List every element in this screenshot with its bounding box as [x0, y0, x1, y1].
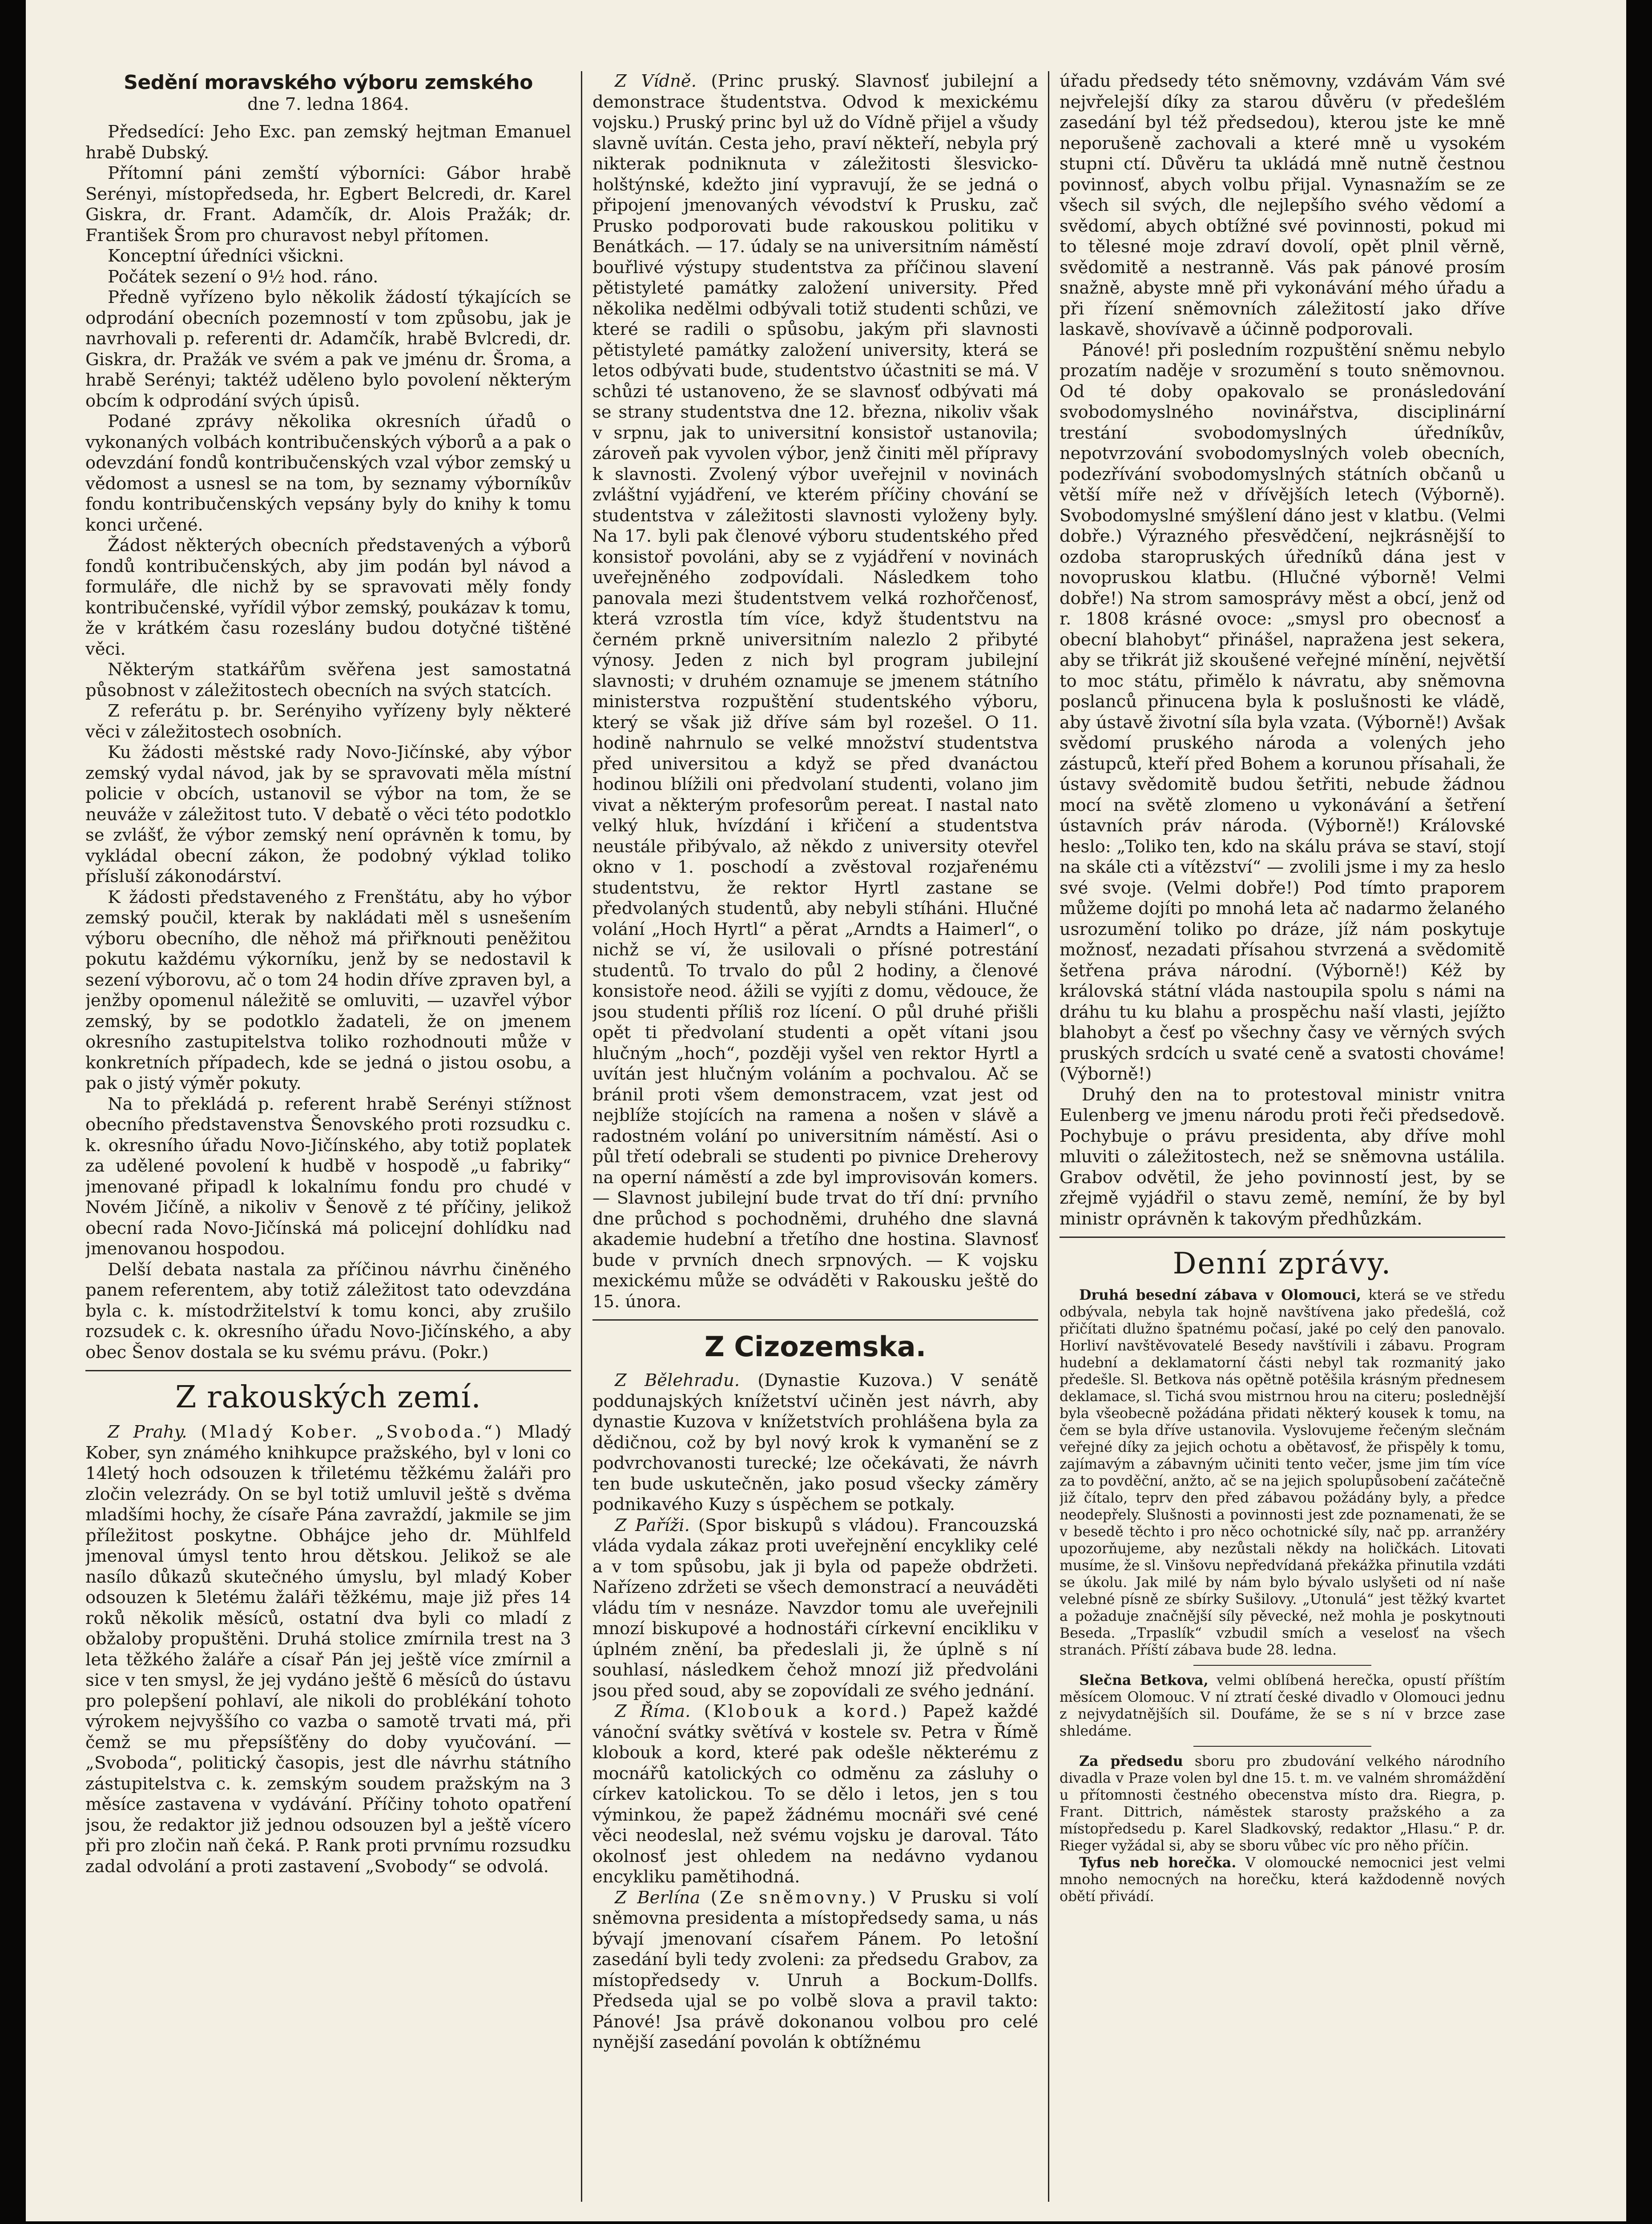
paragraph: K žádosti představeného z Frenštátu, aby ho výbor zemský poučil, kterak by nakládati měl s usnešením výboru obecního, dle něhož má přiřknouti peněžitou pokutu každému výkorníku, jenž by se nedostavil k sezení výborovu, ač o tom 24 hodin dříve zpraven byl, a jenžby opomenul náležitě se omluviti, — uzavřel výbor zemský, by se podotklo žadateli, že on jmenem okresního zastupitelstva toliko rozhodnouti může v konkretních případech, kde se jedná o jistou osobu, a pak o jistý výměr pokuty.: [85, 887, 571, 1093]
scan-edge-right: [1626, 0, 1652, 2224]
news-item: [1060, 1753, 1505, 1854]
scan-edge-bottom: [0, 2221, 1652, 2224]
paragraph: Z referátu p. br. Serényiho vyřízeny byly některé věci v záležitostech osobních.: [85, 701, 571, 742]
item-text: Papež každé vánoční svátky světívá v kostele sv. Petra v Římě klobouk a kord, které pak odešle některému z mocnářů katolických co odměnu za zásluhy o církev katolickou. To se dělo i letos, jen s tou výminkou, že papež žádnému mocnáři své cené věci neodeslal, než svému vojsku je daroval. Táto okolnosť jest ohledem na nedávno vydanou encykliku pamětihodná.: [592, 1701, 1038, 1887]
place-dateline: Z Berlína: [615, 1887, 701, 1908]
news-text: V olomoucké nemocnici jest velmi mnoho nemocných na horečku, která každodenně nových obětí přivádí.: [1060, 1855, 1505, 1905]
item-title: (Ze sněmovny.): [710, 1887, 878, 1908]
item-divider: [1193, 1746, 1372, 1747]
article-date: dne 7. ledna 1864.: [247, 94, 409, 114]
place-dateline: Z Bělehradu.: [615, 1370, 740, 1390]
item-divider: [1193, 1665, 1372, 1666]
paragraph: [592, 71, 1038, 1312]
place-dateline: Z Vídně.: [615, 71, 697, 91]
news-text: která se ve středu odbývala, nebyla tak hojně navštívena jako předešlá, což přičítati dlužno špatnému počasí, jaké po celý den panovalo. Horliví navštěvovatelé Besedy navštívili i zábavu. Program hudební a deklamatorní části nebyl tak rozmanitý jako předešle. Sl. Betkova nás opětně potěšila krásným přednesem deklamace, sl. Tichá svou mistrnou hrou na citeru; poslednější byla všeobecně požádána přidati některý kousek k tomu, na čem se byla dříve ustanovila. Vyslovujeme řečeným slečnám veřejné díky za jejich ochotu a obětavosť, že přispěly k tomu, zajímavým a zábavným učiniti tento večer, jsme jim tím více za to povděční, anžto, ač se na jejich spolupůsobení začátečně již čítalo, teprv den před zábavou požádány byly, a předce neodepřely. Slušnosti a povinnosti jest zde poznamenati, že se v besedě těchto i pro něco ochotnické síly, nač pp. arranžéry upozorňujeme, aby nezůstali někdy na holičkách. Litovati musíme, že sl. Vinšovu nepředvídaná překážka přinutila vzdáti se úkolu. Jak milé by nám bylo bývalo uslyšeti od ní naše velebné písně ze sbírky Sušilovy. „Utonulá“ jest těžký kvartet a požaduje značnější síly pěvecké, než mohla je poskytnouti Beseda. „Trpaslík“ vzbudil smích a veselosť na všech stranách. Příští zábava bude 28. ledna.: [1060, 1287, 1505, 1658]
section-divider: [85, 1370, 571, 1371]
section-heading: Denní zprávy.: [1173, 1246, 1392, 1281]
item-title: (Mladý Kober. „Svoboda.“): [201, 1422, 504, 1442]
paragraph: Na to překládá p. referent hrabě Serényi stížnost obecního představenstva Šenovského proti rozsudku c. k. okresního úřadu Novo-Jičínského, aby totiž poplatek za udělené povolení k hudbě v hospodě „u fabriky“ jmenované připadl k lokalnímu fondu pro chudé v Novém Jičíně, a nikoliv v Šenově z té příčiny, jelikož obecní rada Novo-Jičínská má policejní dohlídku nad jmenovanou hospodou.: [85, 1094, 571, 1259]
paragraph: Podané zprávy několika okresních úřadů o vykonaných volbách kontribučenských výborů a a pak o odevzdání fondů kontribučenských vzal výbor zemský u vědomost a usnesl se na tom, by seznamy výborníkův fondu kontribučenských vepsány byly do knihy k tomu konci určené.: [85, 411, 571, 535]
paragraph: [592, 1370, 1038, 1515]
paragraph: [592, 1701, 1038, 1888]
section-heading: Z Cizozemska.: [704, 1330, 927, 1363]
paragraph: Druhý den na to protestoval ministr vnitra Eulenberg ve jmenu národu proti řeči předsedově. Pochybuje o právu presidenta, aby dříve mohl mluviti o záležitostech, než se sněmovna ustálila. Grabov odvětil, že jeho povinností jest, by se zřejmě vyjádřil o stavu země, nemíní, že by byl ministr oprávněn k takovým předhůzkám.: [1060, 1084, 1505, 1229]
article-heading: Sedění moravského výboru zemského: [124, 71, 533, 94]
section-divider: [1060, 1237, 1505, 1238]
paragraph: Konceptní úředníci všickni.: [108, 246, 344, 266]
news-item: [1060, 1854, 1505, 1905]
item-text: V Prusku si volí sněmovna presidenta a místopředsedy sama, u nás bývají jmenovaní císařem Pánem. Po letošní zasedání byli tedy zvoleni: za předsedu Grabov, za místopředsedy v. Unruh a Bockum-Dollfs. Předseda ujal se po volbě slova a pravil takto: Pánové! Jsa právě dokonanou volbou pro celé nynější zasedání povolán k obtížnému: [592, 1887, 1038, 2052]
section-divider: [592, 1319, 1038, 1321]
paragraph: Žádost některých obecních představených a výborů fondů kontribučenských, aby jim podán byl návod a formuláře, dle nichž by se spravovati měly fondy kontribučenské, vyřídil výbor zemský, poukázav k tomu, že v krátkém času rozeslány budou dotyčné tištěné věci.: [85, 536, 571, 659]
item-text: (Spor biskupů s vládou). Francouzská vláda vydala zákaz proti uveřejnění encykliky celé a v tom spůsobu, jak ji byla od papeže obdržeti. Nařízeno zdržeti se všech demonstrací a neuváděti vládu tím v nesnáze. Navzdor tomu ale uveřejnili mnozí biskupové a hodnostáři církevní encikliku v úplném znění, ba předeslali ji, že úplně s ní souhlasí, následkem čehož mnozí již předvoláni jsou před soud, aby se zopovídali ze svého jednání.: [592, 1515, 1038, 1701]
paragraph: Pánové! při posledním rozpuštění sněmu nebylo prozatím naděje v srozumění s touto sněmovnou. Od té doby opakovalo se pronásledování svobodomyslného novinářstva, disciplinární trestání svobodomyslných úředníkův, nepotvrzování svobodomyslných voleb obecních, podezřívání svobodomyslných státních občanů u větší míře než v dřívějších letech (Výborně). Svobodomyslné smýšlení dáno jest v klatbu. (Velmi dobře.) Výrazného přesvědčení, nejkrásnější to ozdoba staropruských úředníků dána jest v novopruskou klatbu. (Hlučné výborně! Velmi dobře!) Na strom samosprávy měst a obcí, jenž od r. 1808 krásné ovoce: „smysl pro obecnosť a obecní blahobyt“ přinášel, napražena jest sekera, aby se třikrát již skoušené veřejné mínění, největší to moc státu, přimělo k návratu, aby sněmovna poslanců přinucena byla k poslušnosti ke vládě, aby ústavě životní síla byla vzata. (Výborně!) Avšak svědomí pruského národa a volených jeho zástupců, kteří před Bohem a korunou přísahali, že ústavy svědomitě budou šetřiti, nebude žádnou mocí na světě zlomeno u vykonávání a šetření ústavních práv národa. (Výborně!) Královské heslo: „Toliko ten, kdo na skálu práva se staví, stojí na skále cti a vítězství“ — zvolili jsme i my za heslo své svoje. (Velmi dobře!) Pod tímto praporem můžeme dojíti po mnohá leta ač nadarmo želaného usrozumění toliko po dráze, jíž nám poskytuje možnosť, nezadati přísahou stvrzená a svědomitě šetřena práva národní. (Výborně!) Kéž by královská státní vláda nastoupila spolu s námi na dráhu tu ku blahu a prospěchu naší vlasti, jejížto blahobyt a česť po všechny časy ve věrných svých pruských srdcích u svaté ceně a svatosti chováme! (Výborně!): [1060, 340, 1505, 1084]
news-lead: Druhá besední zábava v Olomouci,: [1079, 1287, 1361, 1303]
paragraph: Předsedící: Jeho Exc. pan zemský hejtman Emanuel hrabě Dubský.: [85, 122, 571, 163]
item-text: (Princ pruský. Slavnosť jubilejní a demonstrace študentstva. Odvod k mexickému vojsku.) Pruský princ byl už do Vídně přijel a všudy slavně uvítán. Cesta jeho, praví někteří, nebyla prý nikterak podniknuta v záležitosti šlesvicko-holštýnské, kdežto jiní vypravují, že se jedná o připojení jmenovaných vévodství k Prusku, zač Prusko podporovati bude rakouskou politiku v Benátkách. — 17. údaly se na universitním náměstí bouřlivé výstupy studentstva za příčinou slavení pětistyleté památky založení university. Před několika nedělmi odbývali totiž studenti schůzi, ve které se radili o spůsobu, jakým při slavnosti pětistyleté památky založení university, která se letos odbývati bude, studentstvo účastniti se má. V schůzi té ustanoveno, že se slavnosť odbývati má se strany studentstva dne 12. března, nikoliv však v srpnu, jak to universitní konsistoř ustanovila; zároveň pak vyvolen výbor, jenž činiti měl přípravy k slavnosti. Zvolený výbor uveřejnil v novinách zvláštní vyjádření, ve kterém příčiny chování se studentstva v záležitosti slavnosti vyloženy byly. Na 17. byli pak členové výboru studentského před konsistoř povoláni, aby se z vyjádření v novinách uveřejněného zodpovídali. Následkem toho panovala mezi študentstvem velká rozhořčenosť, která vzrostla tím více, když študentstvu na černém prkně universitním nalezlo 2 přibyté výnosy. Jeden z nich byl program jubilejní slavnosti; v druhém oznamuje se jmenem státního ministerstva rozpuštění studentského výboru, který se však již dříve sám byl rozešel. O 11. hodině nahrnulo se velké množství studentstva před universitou a když se před dvanáctou hodinou blížili oni předvolaní studenti, volano jim vivat a některým profesorům pereat. I nastal nato velký hluk, hvízdání i křičení a studentstva neustále přibývalo, až někdo z university otevřel okno v 1. poschodí a zvěstoval rozjařenému studentstvu, že rektor Hyrtl zastane se předvolaných studentů, aby nebyli stíháni. Hlučné volání „Hoch Hyrtl“ a pěrat „Arndts a Haimerl“, o nichž se ví, že usilovali o přísné potrestání studentů. To trvalo do půl 2 hodiny, a členové konsistoře neod. ážili se vyjíti z domu, vědouce, že jsou studenti příliš roz lícení. O půl druhé přišli opět ti předvolaní studenti a opět vítani jsou hlučným „hoch“, později vyšel ven rektor Hyrtl a uvítán jest hlučným voláním a pochvalou. Ač se bránil proti všem demonstracem, vzat jest od nejblíže stojících na ramena a nošen v slávě a radostném volání po universitním náměstí. Asi o půl třetí odebrali se studenti po pivnice Dreherovy na operní náměstí a zde byl improvisován komers. — Slavnost jubilejní bude trvat do tří dní: prvního dne průchod s pochodněmi, druhého dne slavná akademie hudební a třetího dne hostina. Slavnosť bude v prvních dnech srpnových. — K vojsku mexickému může se odváděti v Rakousku ještě do 15. února.: [592, 71, 1038, 1312]
section-heading: Z rakouských zemí.: [175, 1380, 481, 1415]
column-rule: [581, 71, 582, 2202]
news-text: sboru pro zbudování velkého národního divadla v Praze volen byl dne 15. t. m. ve valném shromáždění u přítomnosti čestného obecenstva místo dra. Riegra, p. Frant. Dittrich, náměstek starosty pražského a za místopředsedu p. Karel Sladkovský, redaktor „Hlasu.“ P. dr. Rieger vyžádal si, aby se sboru vůbec víc pro něho příčin.: [1060, 1753, 1505, 1854]
paragraph: [592, 1888, 1038, 2053]
paragraph: [85, 1422, 571, 1877]
news-item: [1060, 1672, 1505, 1740]
news-lead: Slečna Betkova,: [1079, 1672, 1209, 1688]
column-3: [1060, 71, 1505, 2202]
paragraph: Počátek sezení o 9½ hod. ráno.: [108, 266, 379, 287]
item-title: (Klobouk a kord.): [704, 1701, 910, 1721]
scan-edge-left: [0, 0, 26, 2224]
news-lead: Za předsedu: [1079, 1753, 1183, 1769]
item-text: (Dynastie Kuzova.) V senátě poddunajských knížetství učiněn jest návrh, aby dynastie Kuzova v knížetstvích prohlášena byla za dědičnou, což by byl nový krok k vymanění se z podvrchovanosti turecké; lze očekávati, že návrh ten bude uskutečněn, jako posud všecky záměry podnikavého Kuzy s úspěchem se potkaly.: [592, 1370, 1038, 1515]
place-dateline: Z Paříži.: [615, 1515, 690, 1535]
paragraph: úřadu předsedy této sněmovny, vzdávám Vám své nejvřelejší díky za starou důvěru (v předešlém zasedání byl též předsedou), kterou jste ke mně neporušeně zachovali a které mně u vysokém stupni ctí. Důvěru ta ukládá mně nutně čestnou povinnosť, abych volbu přijal. Vynasnažím se ze všech sil svých, dle nejlepšího svého vědomí a svědomí, abych obtížné své povinnosti, pokud mi to tělesné moje zdraví dovolí, opět plnil věrně, svědomitě a nestranně. Vás pak pánové prosím snažně, abyste mně při vykonávání mého úřadu a při řízení sněmovních záležitostí jako dříve laskavě, shovívavě a účinně podporovali.: [1060, 71, 1505, 339]
column-1: [85, 71, 571, 2202]
item-text: Mladý Kober, syn známého knihkupce pražského, byl v loni co 14letý hoch odsouzen k třiletému těžkému žaláři pro zločin velezrády. On se byl totiž umluvil ještě s dvěma mladšími hochy, že císaře Pána zavraždí, jakmile se jim příležitost poskytne. Obhájce jeho dr. Mühlfeld jmenoval úmysl tento hrou dětskou. Jelikož se ale nasílo důkazů skutečného úmyslu, byl mladý Kober odsouzen k 5letému žaláři těžkému, maje již přes 14 roků několik měsíců, ostatní dva byli co mladí z obžaloby propuštěni. Druhá stolice zmírnila trest na 3 leta těžkého žaláře a císař Pán jej ještě více zmírnil a sice v ten smysl, že jej vydáno ještě 6 měsíců do ústavu pro polepšení pohlaví, ale nikoli do problékání tohoto výrokem nejvyššího co vazba o samotě trvati má, při čemž se mu přepsíšťěny do doby vyučování. — „Svoboda“, politický časopis, jest dle návrhu státního zástupitelstva c. k. zemským soudem pražským na 3 měsíce zastavena v vydávání. Příčiny tohoto opatření jsou, že redaktor již jednou odsouzen byl a ještě vícero při pro zločin naň čeká. P. Rank proti prvnímu rozsudku zadal odvolání a proti zastavení „Svobody“ se odvolá.: [85, 1422, 571, 1877]
paragraph: Ku žádosti městské rady Novo-Jičínské, aby výbor zemský vydal návod, jak by se spravovati měla místní policie v obcích, ustanovil se výbor na tom, že se neuváže v záležitost tuto. V debatě o věci této podotklo se zvlášť, že výbor zemský není oprávněn k tomu, by vykládal obecní zákon, že podobný výklad toliko přísluší zákonodárství.: [85, 742, 571, 886]
paragraph: Delší debata nastala za příčinou návrhu činěného panem referentem, aby totiž záležitost tato odevzdána byla c. k. místodržitelství k tomu konci, aby zrušilo rozsudek c. k. okresního úřadu Novo-Jičínského, a aby obec Šenov dostala se ku svému právu. (Pokr.): [85, 1259, 571, 1362]
paragraph: Předně vyřízeno bylo několik žádostí týkajících se odprodání obecních pozemností v tom způsobu, jak je navrhovali p. referenti dr. Adamčík, hrabě Bvlcredi, dr. Giskra, dr. Pražák ve svém a pak ve jménu dr. Šroma, a hrabě Serényi; taktéž uděleno bylo povolení některým obcím k odprodání svých úpisů.: [85, 287, 571, 411]
place-dateline: Z Říma.: [615, 1701, 691, 1721]
news-lead: Tyfus neb horečka.: [1079, 1854, 1237, 1871]
news-items: [1060, 1287, 1505, 1905]
column-2: [592, 71, 1038, 2202]
paragraph: [592, 1515, 1038, 1702]
paragraph: Některým statkářům svěřena jest samostatná působnost v záležitostech obecních na svých statcích.: [85, 660, 571, 701]
column-rule: [1048, 71, 1049, 2202]
paragraph: Přítomní páni zemští výborníci: Gábor hrabě Serényi, místopředseda, hr. Egbert Belcredi, dr. Karel Giskra, dr. Frant. Adamčík, dr. Alois Pražák; dr. František Šrom pro churavost nebyl přítomen.: [85, 163, 571, 246]
news-text: velmi oblíbená herečka, opustí příštím měsícem Olomouc. V ní ztratí české divadlo v Olomouci jednu z nejvydatnějších sil. Doufáme, že se s ní v brzce zase shledáme.: [1060, 1672, 1505, 1739]
news-item: [1060, 1287, 1505, 1659]
place-dateline: Z Prahy.: [108, 1422, 187, 1442]
